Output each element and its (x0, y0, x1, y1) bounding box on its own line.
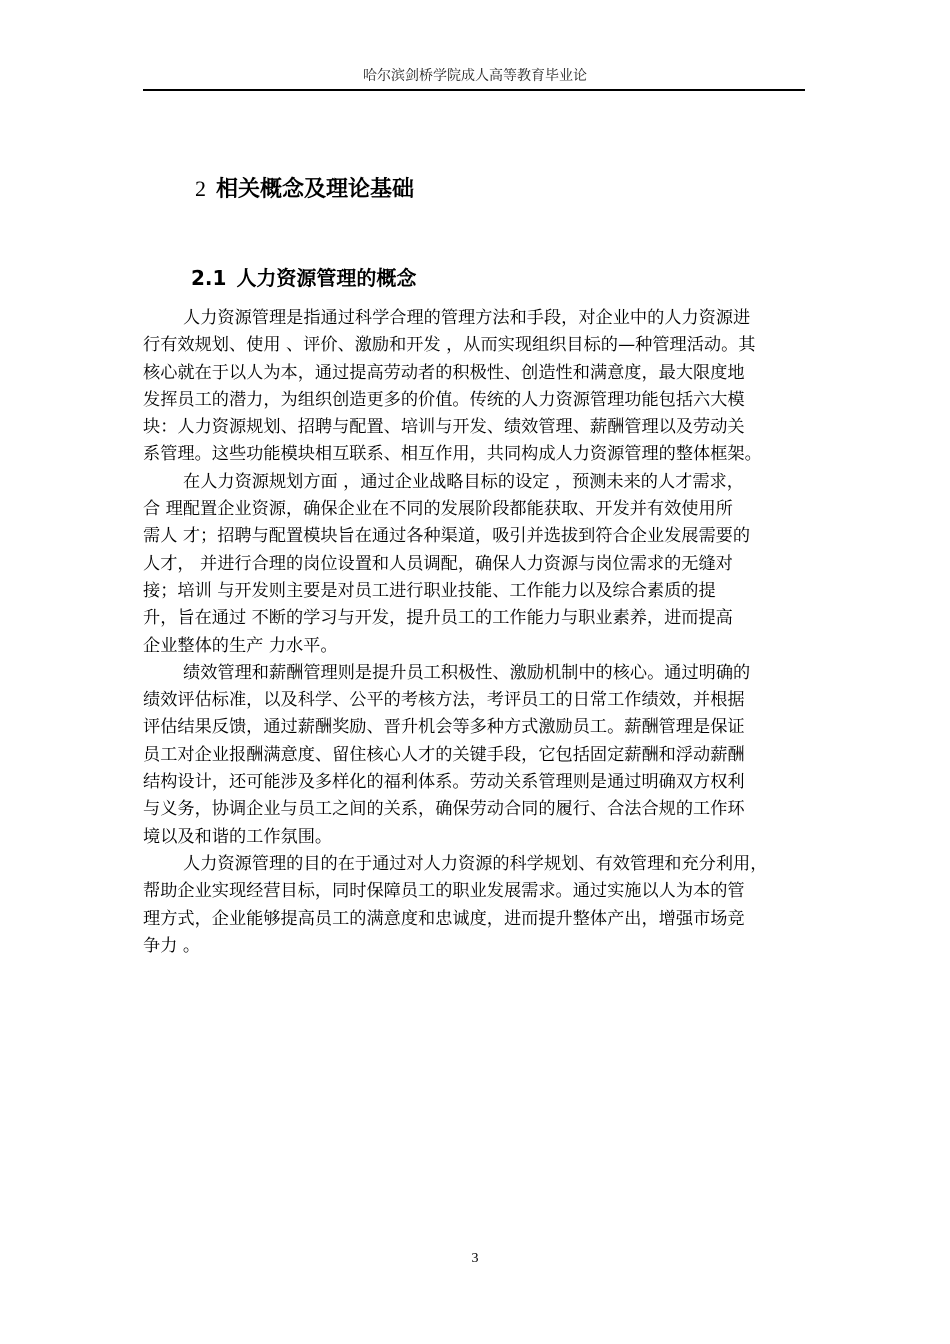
text-line: 争力 。 (143, 935, 201, 956)
text-line: 企业整体的生产 力水平。 (143, 635, 338, 656)
text-line: 帮助企业实现经营目标，同时保障员工的职业发展需求。通过实施以人为本的管 (143, 881, 745, 902)
text-line: 系管理。这些功能模块相互联系、相互作用，共同构成人力资源管理的整体框架。 (143, 444, 762, 465)
header-rule (143, 89, 805, 91)
text-line: 在人力资源规划方面 ，通过企业战略目标的设定 ，预测未来的人才需求， (183, 471, 744, 492)
text-line: 结构设计，还可能涉及多样化的福利体系。劳动关系管理则是通过明确双方权利 (143, 772, 745, 793)
page-number: 3 (471, 1251, 479, 1266)
text-line: 人力资源管理的目的在于通过对人力资源的科学规划、有效管理和充分利用， (183, 853, 768, 874)
text-line: 评估结果反馈，通过薪酬奖励、晋升机会等多种方式激励员工。薪酬管理是保证 (143, 717, 745, 738)
paragraph-3 (143, 660, 818, 851)
text-line: 理方式，企业能够提高员工的满意度和忠诚度，进而提升整体产出，增强市场竞 (143, 908, 745, 929)
text-line: 绩效评估标准，以及科学、公平的考核方法，考评员工的日常工作绩效，并根据 (143, 690, 745, 711)
text-line: 员工对企业报酬满意度、留住核心人才的关键手段，它包括固定薪酬和浮动薪酬 (143, 744, 745, 765)
text-line: 人才， 并进行合理的岗位设置和人员调配，确保人力资源与岗位需求的无缝对 (143, 553, 733, 574)
section-heading (191, 262, 416, 294)
text-line: 合 理配置企业资源，确保企业在不同的发展阶段都能获取、开发并有效使用所 (143, 499, 733, 520)
paragraph-2 (143, 469, 818, 660)
text-line: 需人 才；招聘与配置模块旨在通过各种渠道，吸引并选拔到符合企业发展需要的 (143, 526, 751, 547)
text-line: 升，旨在通过 不断的学习与开发，提升员工的工作能力与职业素养，进而提高 (143, 608, 733, 629)
chapter-title-text: 相关概念及理论基础 (216, 177, 415, 202)
section-number: 2.1 (191, 266, 227, 290)
paragraph-4 (143, 851, 818, 960)
text-line: 绩效管理和薪酬管理则是提升员工积极性、激励机制中的核心。通过明确的 (183, 662, 751, 683)
section-title-text: 人力资源管理的概念 (236, 266, 417, 290)
text-line: 行有效规划、使用 、评价、激励和开发 ，从而实现组织目标的—种管理活动。其 (143, 335, 756, 356)
text-line: 核心就在于以人为本，通过提高劳动者的积极性、创造性和满意度，最大限度地 (143, 362, 745, 383)
text-line: 境以及和谐的工作氛围。 (143, 826, 333, 847)
body-text (143, 305, 818, 960)
text-line: 人力资源管理是指通过科学合理的管理方法和手段，对企业中的人力资源进 (183, 308, 751, 328)
text-line: 接；培训 与开发则主要是对员工进行职业技能、工作能力以及综合素质的提 (143, 580, 716, 601)
text-line: 发挥员工的潜力，为组织创造更多的价值。传统的人力资源管理功能包括六大模 (143, 389, 745, 410)
chapter-heading (195, 172, 414, 207)
running-header: 哈尔滨剑桥学院成人高等教育毕业论 (363, 68, 587, 84)
chapter-number: 2 (195, 176, 206, 201)
text-line: 块：人力资源规划、招聘与配置、培训与开发、绩效管理、薪酬管理以及劳动关 (143, 417, 745, 438)
paragraph-1 (143, 305, 818, 469)
text-line: 与义务，协调企业与员工之间的关系，确保劳动合同的履行、合法合规的工作环 (143, 799, 745, 820)
